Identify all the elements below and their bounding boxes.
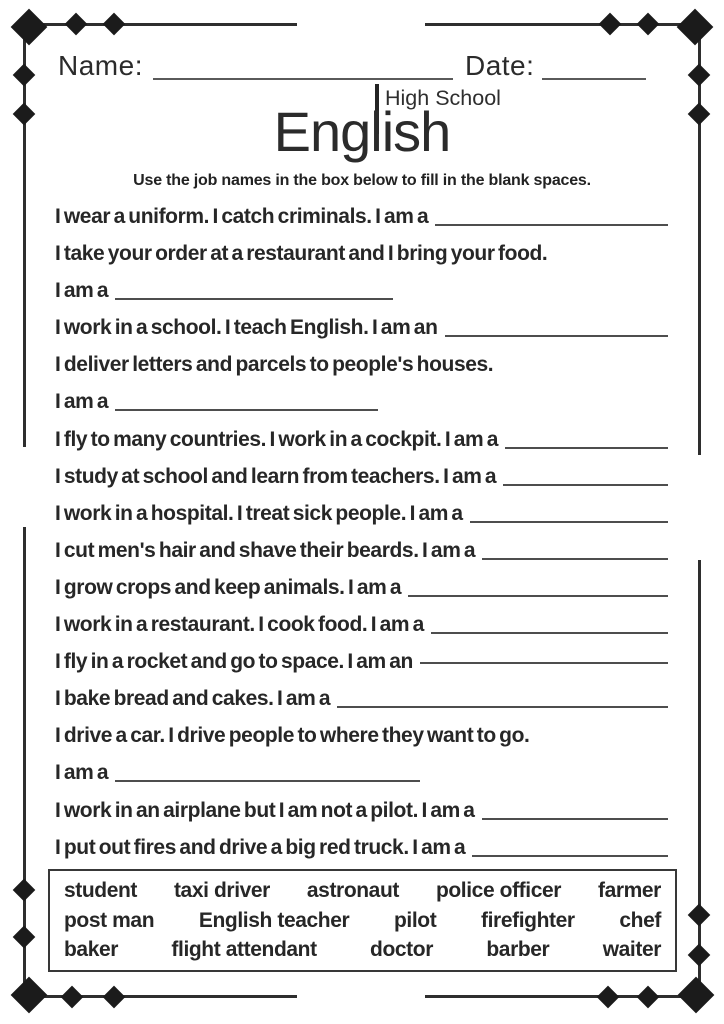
sentence-row bbox=[55, 198, 668, 235]
worksheet-title: English bbox=[273, 100, 451, 163]
word-bank-row bbox=[64, 938, 661, 962]
answer-blank[interactable] bbox=[505, 427, 668, 449]
sentence-row bbox=[55, 383, 668, 420]
sentence-text: I study at school and learn from teachers. I am a bbox=[55, 464, 497, 488]
sentence-row bbox=[55, 643, 668, 680]
word-bank-row bbox=[64, 879, 661, 903]
corner-diamond-icon bbox=[678, 977, 715, 1014]
sentence-row bbox=[55, 309, 668, 346]
word-bank-item: taxi driver bbox=[173, 878, 270, 902]
answer-blank[interactable] bbox=[420, 642, 668, 664]
sentence-text: I work in a restaurant. I cook food. I am a bbox=[55, 613, 424, 637]
answer-blank[interactable] bbox=[470, 501, 668, 523]
diamond-icon bbox=[637, 13, 660, 36]
sentence-text: I am a bbox=[55, 279, 109, 303]
word-bank-item: flight attendant bbox=[171, 938, 317, 962]
sentence-row bbox=[55, 680, 668, 717]
diamond-icon bbox=[688, 904, 711, 927]
word-bank-item: barber bbox=[486, 938, 550, 962]
word-bank-item: doctor bbox=[370, 938, 433, 962]
sentence-text: I work in a hospital. I treat sick people. I am a bbox=[55, 501, 463, 525]
word-bank-item: chef bbox=[619, 908, 661, 932]
sentence-text: I take your order at a restaurant and I bring your food. bbox=[55, 242, 548, 266]
sentence-text: I bake bread and cakes. I am a bbox=[55, 687, 331, 711]
sentence-text: I drive a car. I drive people to where they want to go. bbox=[55, 724, 530, 748]
word-bank-item: firefighter bbox=[481, 908, 575, 932]
diamond-icon bbox=[688, 64, 711, 87]
word-bank-item: baker bbox=[64, 938, 119, 962]
answer-blank[interactable] bbox=[408, 575, 668, 597]
diamond-icon bbox=[65, 13, 88, 36]
sentence-row bbox=[55, 829, 668, 866]
sentence-text: I am a bbox=[55, 761, 109, 785]
name-input-line[interactable] bbox=[153, 52, 453, 80]
answer-blank[interactable] bbox=[435, 204, 668, 226]
sentence-text: I fly in a rocket and go to space. I am an bbox=[55, 650, 413, 674]
word-bank-item: pilot bbox=[393, 908, 437, 932]
answer-blank[interactable] bbox=[337, 686, 668, 708]
word-bank-row bbox=[64, 909, 661, 933]
diamond-icon bbox=[599, 13, 622, 36]
word-bank-item: farmer bbox=[597, 878, 661, 902]
answer-blank[interactable] bbox=[482, 538, 668, 560]
corner-diamond-icon bbox=[11, 9, 48, 46]
word-bank-item: English teacher bbox=[198, 908, 350, 932]
sentence-row bbox=[55, 346, 668, 383]
answer-blank[interactable] bbox=[115, 278, 393, 300]
sentence-list bbox=[55, 198, 668, 866]
sentence-row bbox=[55, 717, 668, 754]
diamond-icon bbox=[13, 926, 36, 949]
sentence-row bbox=[55, 569, 668, 606]
diamond-icon bbox=[597, 986, 620, 1009]
sentence-row bbox=[55, 421, 668, 458]
diamond-icon bbox=[688, 944, 711, 967]
answer-blank[interactable] bbox=[503, 464, 668, 486]
answer-blank[interactable] bbox=[115, 760, 420, 782]
sentence-row bbox=[55, 235, 668, 272]
diamond-icon bbox=[13, 64, 36, 87]
answer-blank[interactable] bbox=[431, 612, 668, 634]
date-label: Date: bbox=[464, 50, 535, 81]
sentence-text: I cut men's hair and shave their beards. I am a bbox=[55, 538, 476, 562]
answer-blank[interactable] bbox=[482, 798, 668, 820]
sentence-row bbox=[55, 532, 668, 569]
word-bank-item: student bbox=[64, 878, 138, 902]
sentence-row bbox=[55, 792, 668, 829]
word-bank-item: astronaut bbox=[306, 878, 399, 902]
word-bank-item: waiter bbox=[602, 938, 661, 962]
answer-blank[interactable] bbox=[445, 315, 668, 337]
sentence-text: I fly to many countries. I work in a cockpit. I am a bbox=[55, 427, 498, 451]
border-line-left-upper bbox=[23, 27, 26, 447]
instructions-text: Use the job names in the box below to fill in the blank spaces. bbox=[133, 172, 591, 189]
sentence-row bbox=[55, 272, 668, 309]
corner-diamond-icon bbox=[677, 9, 714, 46]
word-bank-item: police officer bbox=[435, 878, 562, 902]
worksheet-subtitle: High School bbox=[375, 84, 501, 134]
sentence-text: I put out fires and drive a big red truck. I am a bbox=[55, 835, 466, 859]
corner-diamond-icon bbox=[11, 977, 48, 1014]
name-date-row bbox=[58, 50, 666, 82]
sentence-text: I am a bbox=[55, 390, 109, 414]
sentence-row bbox=[55, 458, 668, 495]
sentence-text: I deliver letters and parcels to people's houses. bbox=[55, 353, 494, 377]
sentence-row bbox=[55, 495, 668, 532]
answer-blank[interactable] bbox=[472, 835, 668, 857]
answer-blank[interactable] bbox=[115, 389, 378, 411]
word-bank-item: post man bbox=[64, 908, 155, 932]
border-line-right-upper bbox=[698, 27, 701, 455]
sentence-text: I grow crops and keep animals. I am a bbox=[55, 575, 402, 599]
diamond-icon bbox=[61, 986, 84, 1009]
diamond-icon bbox=[103, 13, 126, 36]
diamond-icon bbox=[637, 986, 660, 1009]
border-line-right-lower bbox=[698, 560, 701, 995]
diamond-icon bbox=[103, 986, 126, 1009]
diamond-icon bbox=[13, 879, 36, 902]
name-label: Name: bbox=[58, 50, 143, 81]
sentence-text: I work in a school. I teach English. I am an bbox=[55, 316, 438, 340]
sentence-row bbox=[55, 754, 668, 791]
date-input-line[interactable] bbox=[542, 52, 646, 80]
sentence-text: I work in an airplane but I am not a pilot. I am a bbox=[55, 798, 475, 822]
word-bank-box bbox=[48, 869, 677, 972]
sentence-text: I wear a uniform. I catch criminals. I am a bbox=[55, 205, 429, 228]
sentence-row bbox=[55, 606, 668, 643]
